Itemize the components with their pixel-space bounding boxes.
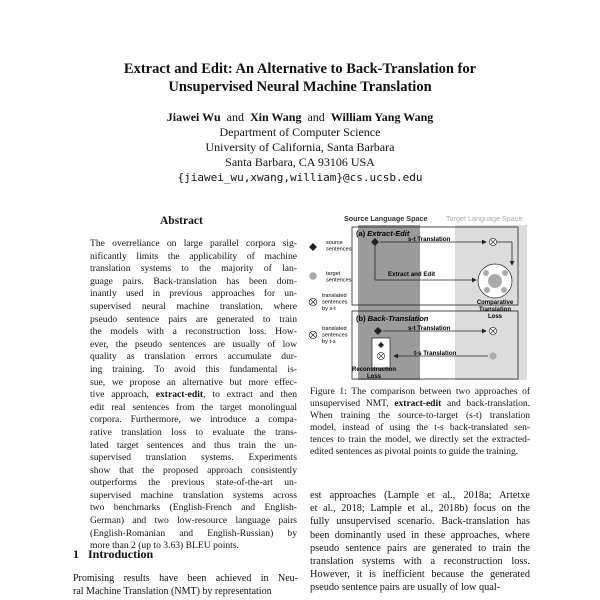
panel-a-letter: (a) [356, 229, 366, 238]
panel-b-label [356, 314, 429, 323]
body-line: fully unsupervised scenario. Back-translation has [310, 516, 530, 528]
abstract-line: German) and two low-resource language pairs [90, 515, 297, 527]
abstract-heading: Abstract [160, 215, 203, 227]
abstract-line: inantly used in previous approaches for un- [90, 288, 297, 300]
legend-source-label: source sentences [326, 240, 352, 253]
affiliation-line: Santa Barbara, CA 93106 USA [225, 155, 375, 169]
legend-target-label: target sentences [326, 271, 352, 284]
paper-title-line-1: Extract and Edit: An Alternative to Back-Translation for [123, 61, 477, 77]
abstract-body [90, 238, 297, 553]
panel-b-name: Back-Translation [367, 314, 429, 323]
legend-translated-st-label: translated sentences by s-t [322, 293, 348, 312]
abstract-line: edit real sentences from the target monolingual [90, 401, 297, 413]
author-separator: and [226, 110, 244, 124]
affiliation-line: University of California, Santa Barbara [205, 140, 395, 154]
body-line: est approaches (Lample et al., 2018a; Artetxe [310, 490, 530, 501]
affiliation-line: Department of Computer Science [219, 125, 381, 139]
target-sentence-marker-icon [309, 272, 317, 280]
abstract-line: lated target sentences and thus train the un- [90, 439, 297, 451]
legend-translated-ts-label: translated sentences by t-s [322, 326, 348, 345]
panel-a-name: Extract-Edit [367, 229, 410, 238]
abstract-line: nificantly limits the applicability of machine [90, 250, 297, 262]
panel-a-label [356, 229, 410, 238]
body-line: pseudo sentence pairs are generated to train the [310, 542, 530, 554]
source-space-label: Source Language Space [344, 214, 428, 223]
panel-a-st-translation-label: s-t Translation [408, 236, 451, 243]
author-separator: and [307, 110, 325, 124]
abstract-line: The overreliance on large parallel corpora sig- [90, 238, 297, 249]
abstract-line: ever, the pseudo sentences are usually of low [90, 338, 297, 350]
target-space-label: Target Language Space [446, 214, 523, 223]
comparative-loss-label: Comparative Translation Loss [476, 300, 514, 320]
abstract-line: sue, we propose an alternative but more effec- [90, 376, 297, 388]
abstract-line: show that the proposed approach consistently [90, 464, 297, 476]
section-number: 1 [73, 547, 79, 561]
figure-1-caption [310, 386, 530, 458]
introduction-body [73, 572, 298, 598]
author-name: Xin Wang [249, 110, 302, 124]
abstract-line: translation systems to the majority of lan- [90, 263, 297, 275]
source-sentence-marker-icon [309, 243, 317, 251]
introduction-line: ral Machine Translation (NMT) by representation [73, 586, 272, 597]
abstract-line: outperforms the previous state-of-the-art un- [90, 477, 297, 489]
caption-line: When training the source-to-target (s-t) translation [310, 411, 530, 421]
caption-line: unsupervised NMT, extract-edit and back-translation. [310, 399, 530, 409]
panel-b-st-translation-label: s-t Translation [408, 325, 451, 332]
abstract-line: ing training. To avoid this fundamental is- [90, 363, 297, 375]
abstract-line: supervised translation systems. Experiments [90, 452, 297, 464]
abstract-line: pseudo sentence pairs are generated to train [90, 313, 297, 325]
abstract-line: supervised neural machine translation, where [90, 300, 297, 312]
body-line: translation systems with a reconstruction loss. [310, 556, 530, 568]
reconstruction-loss-label: Reconstruction Loss [351, 367, 397, 380]
panel-a-extract-edit-label: Extract and Edit [388, 271, 436, 278]
paper-title-line-2: Unsupervised Neural Machine Translation [168, 79, 432, 95]
introduction-line: Promising results have been achieved in Neu- [73, 573, 298, 584]
abstract-line: tive approach, extract-edit, to extract and then [90, 389, 297, 401]
panel-b-target-node [489, 352, 496, 359]
right-column-body [310, 489, 530, 595]
abstract-line: (English-Romanian and English-Russian) by [90, 527, 297, 539]
abstract-line: guage pairs. Back-translation has been dom- [90, 275, 297, 287]
author-name: Jiawei Wu [166, 110, 221, 124]
body-line: been dominantly used in these approaches, where [310, 529, 530, 541]
section-heading-introduction [73, 547, 153, 562]
body-line: However, it is inefficient because the generated [310, 569, 530, 581]
abstract-line: the models with a reconstruction loss. How- [90, 326, 297, 338]
abstract-line: rative translation loss to evaluate the trans- [90, 426, 297, 438]
panel-b-letter: (b) [356, 314, 366, 323]
body-line: et al., 2018; Lample et al., 2018b) focus on the [310, 503, 530, 515]
caption-line: edited sentences as pivotal points to guide the training. [310, 447, 519, 457]
abstract-line: supervised machine translation systems across [90, 489, 297, 501]
caption-line: tences to train the model, we directly set the extracted- [310, 435, 530, 445]
abstract-line: corpora. Furthermore, we introduce a compa- [90, 414, 297, 426]
abstract-line: more than 2 (up to 3.63) BLEU points. [90, 540, 239, 552]
abstract-line: two benchmarks (English-French and English- [90, 502, 297, 514]
abstract-line: quality as translation errors accumulate dur- [90, 351, 297, 363]
body-line: pseudo sentence pairs are usually of low qual- [310, 582, 501, 594]
panel-b-ts-translation-label: t-s Translation [414, 350, 457, 357]
author-name: William Yang Wang [330, 110, 434, 124]
figure-1-diagram [300, 210, 540, 385]
caption-line: Figure 1: The comparison between two approaches of [310, 387, 530, 397]
author-list [0, 110, 600, 126]
section-title: Introduction [88, 547, 154, 561]
author-email[interactable]: {jiawei_wu,xwang,william}@cs.ucsb.edu [177, 171, 423, 184]
caption-line: model, instead of using the t-s back-translated sen- [310, 423, 530, 433]
